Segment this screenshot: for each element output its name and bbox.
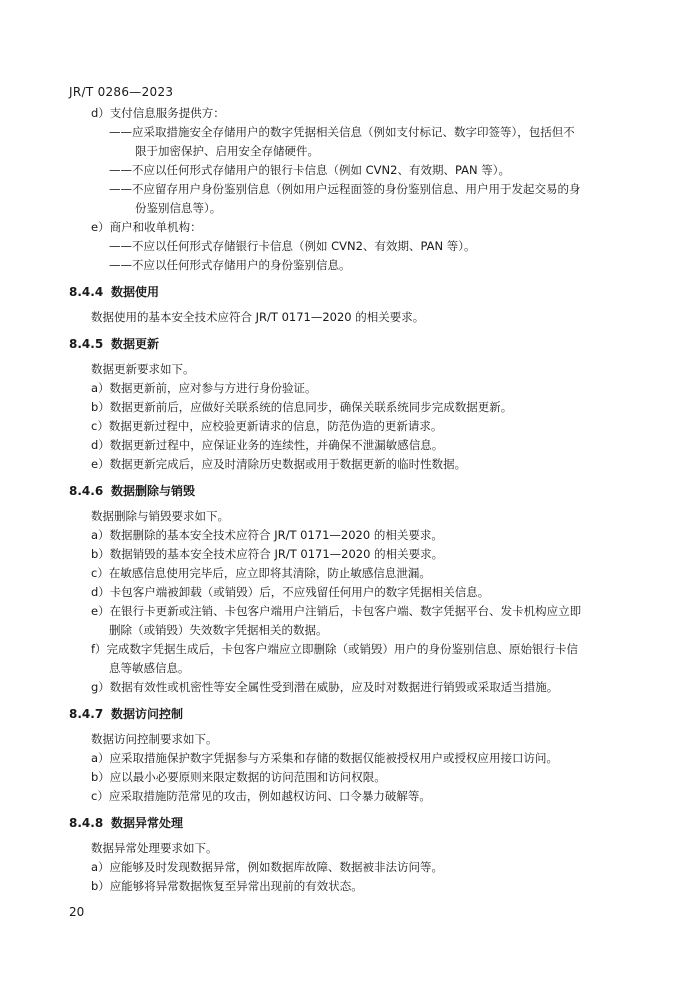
list-item: b）应以最小必要原则来限定数据的访问范围和访问权限。	[91, 770, 386, 784]
dash-item: ——应采取措施安全存储用户的数字凭据相关信息（例如支付标记、数字印签等），包括但不	[109, 125, 575, 139]
list-item: a）应能够及时发现数据异常，例如数据库故障、数据被非法访问等。	[91, 860, 444, 874]
section-number: 8.4.6	[69, 484, 104, 498]
section-heading-8-4-8	[69, 814, 629, 833]
list-item: f）完成数字凭据生成后，卡包客户端应立即删除（或销毁）用户的身份鉴别信息、原始银行卡信	[91, 642, 579, 656]
section-title: 数据访问控制	[111, 707, 184, 721]
list-item: d）卡包客户端被卸载（或销毁）后，不应残留任何用户的数字凭据相关信息。	[91, 585, 490, 599]
list-item: c）应采取措施防范常见的攻击，例如越权访问、口令暴力破解等。	[91, 789, 431, 803]
list-item: g）数据有效性或机密性等安全属性受到潜在威胁，应及时对数据进行销毁或采取适当措施。	[91, 680, 559, 694]
section-number: 8.4.8	[69, 816, 104, 830]
list-item: e）数据更新完成后，应及时清除历史数据或用于数据更新的临时性数据。	[91, 457, 467, 471]
paragraph: 数据访问控制要求如下。	[91, 732, 218, 746]
list-item: d）数据更新过程中，应保证业务的连续性，并确保不泄漏敏感信息。	[91, 438, 444, 452]
list-item: e）在银行卡更新或注销、卡包客户端用户注销后，卡包客户端、数字凭据平台、发卡机构应立即	[91, 604, 582, 618]
section-heading-8-4-5	[69, 335, 629, 354]
list-item: a）数据更新前，应对参与方进行身份验证。	[91, 381, 317, 395]
list-item-continuation: 息等敏感信息。	[109, 661, 190, 675]
section-title: 数据删除与销毁	[111, 484, 196, 498]
list-item: c）数据更新过程中，应校验更新请求的信息，防范伪造的更新请求。	[91, 419, 443, 433]
list-item: a）应采取措施保护数字凭据参与方采集和存储的数据仅能被授权用户或授权应用接口访问。	[91, 751, 559, 765]
paragraph: 数据异常处理要求如下。	[91, 841, 218, 855]
dash-item-continuation: 限于加密保护、启用安全存储硬件。	[135, 144, 319, 158]
list-item: a）数据删除的基本安全技术应符合 JR/T 0171—2020 的相关要求。	[91, 528, 443, 542]
document-id-header: JR/T 0286—2023	[69, 85, 174, 99]
section-number: 8.4.4	[69, 285, 104, 299]
paragraph: 数据删除与销毁要求如下。	[91, 509, 229, 523]
list-item: b）数据更新前后，应做好关联系统的信息同步，确保关联系统同步完成数据更新。	[91, 400, 513, 414]
dash-item-continuation: 份鉴别信息等）。	[135, 201, 222, 215]
list-item-d-title: d）支付信息服务提供方：	[91, 106, 225, 120]
dash-item: ——不应以任何形式存储用户的银行卡信息（例如 CVN2、有效期、PAN 等）。	[109, 163, 511, 177]
section-heading-8-4-7	[69, 705, 629, 724]
dash-item: ——不应留存用户身份鉴别信息（例如用户远程面签的身份鉴别信息、用户用于发起交易的身	[109, 182, 581, 196]
page-content	[69, 104, 629, 896]
section-title: 数据异常处理	[111, 816, 184, 830]
paragraph: 数据使用的基本安全技术应符合 JR/T 0171—2020 的相关要求。	[91, 310, 425, 324]
dash-item: ——不应以任何形式存储银行卡信息（例如 CVN2、有效期、PAN 等）。	[109, 239, 476, 253]
section-heading-8-4-6	[69, 482, 629, 501]
section-heading-8-4-4	[69, 283, 629, 302]
section-title: 数据使用	[111, 285, 160, 299]
list-item: c）在敏感信息使用完毕后，应立即将其清除，防止敏感信息泄漏。	[91, 566, 431, 580]
list-item: b）应能够将异常数据恢复至异常出现前的有效状态。	[91, 879, 363, 893]
dash-item: ——不应以任何形式存储用户的身份鉴别信息。	[109, 258, 351, 272]
section-title: 数据更新	[111, 337, 160, 351]
list-item-continuation: 删除（或销毁）失效数字凭据相关的数据。	[109, 623, 328, 637]
list-item-e-title: e）商户和收单机构：	[91, 220, 202, 234]
page-number: 20	[69, 905, 85, 919]
section-number: 8.4.5	[69, 337, 104, 351]
paragraph: 数据更新要求如下。	[91, 362, 195, 376]
list-item: b）数据销毁的基本安全技术应符合 JR/T 0171—2020 的相关要求。	[91, 547, 444, 561]
section-number: 8.4.7	[69, 707, 104, 721]
